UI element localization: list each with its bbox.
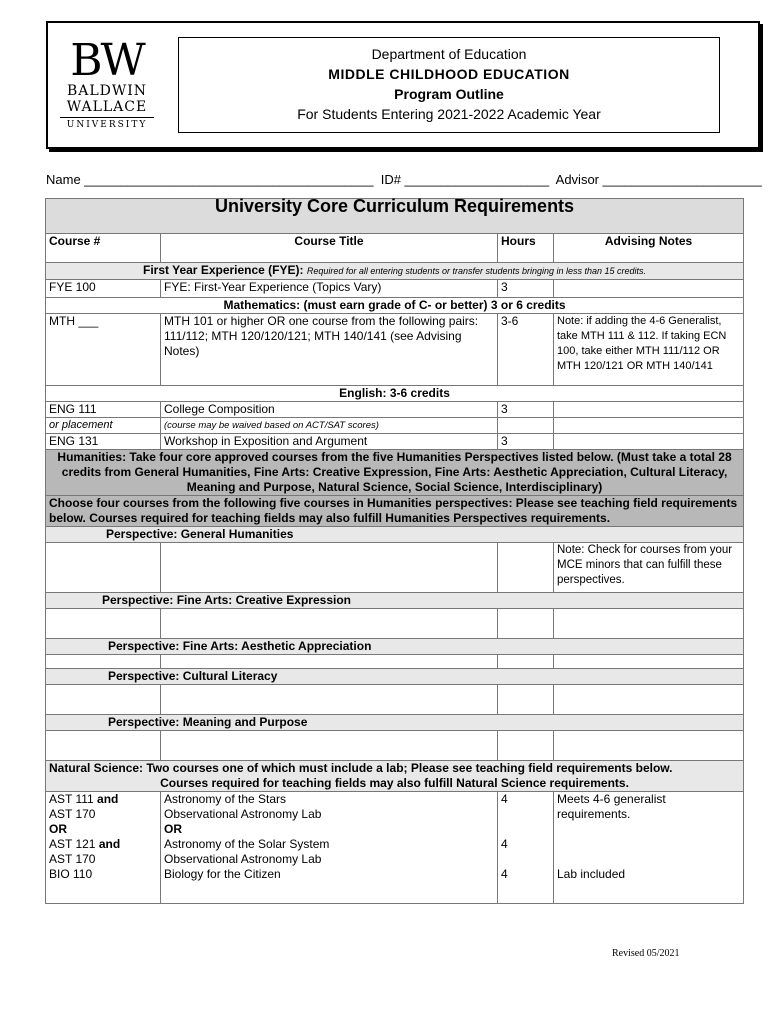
col-advising-notes: Advising Notes (554, 234, 744, 263)
table-cell: 4 (498, 792, 554, 808)
table-cell (498, 807, 554, 822)
table-cell (498, 655, 554, 669)
table-row (46, 867, 744, 903)
math-heading: Mathematics: (must earn grade of C- or better) 3 or 6 credits (46, 298, 744, 314)
table-cell (498, 822, 554, 837)
col-hours: Hours (498, 234, 554, 263)
table-cell (161, 655, 498, 669)
natural-science-heading: Natural Science: Two courses one of which must include a lab; Please see teaching field requirements below. Courses required for teaching fields may also fulfill Natural Science requirements. (46, 761, 744, 792)
table-cell (161, 543, 498, 593)
perspective-meaning-purpose: Perspective: Meaning and Purpose (46, 715, 744, 731)
table-cell (554, 731, 744, 761)
logo-line2: WALLACE (66, 99, 148, 115)
table-cell: 3-6 (498, 314, 554, 386)
humanities-requirements: Humanities: Take four core approved courses from the five Humanities Perspectives listed below. (Must take a total 28 credits from General Humanities, Fine Arts: Creative Expression, Fine Arts: Aesthetic Appreciation, Cultural Literacy, Meaning and Purpose, Natural Science, Social Science, Interdisciplinary) (46, 450, 744, 496)
table-cell (161, 685, 498, 715)
table-cell (46, 543, 161, 593)
table-cell: Observational Astronomy Lab (161, 852, 498, 867)
table-cell: ENG 131 (46, 434, 161, 450)
table-cell (554, 402, 744, 418)
table-cell: BIO 110 (46, 867, 161, 903)
logo-line1: BALDWIN (66, 83, 148, 99)
table-cell: FYE: First-Year Experience (Topics Vary) (161, 280, 498, 298)
fye-heading: First Year Experience (FYE): Required for all entering students or transfer students bringing in less than 15 credits. (46, 263, 744, 280)
table-cell: OR (161, 822, 498, 837)
table-cell: Astronomy of the Solar System (161, 837, 498, 852)
table-cell (498, 609, 554, 639)
table-cell (161, 731, 498, 761)
table-cell: 3 (498, 280, 554, 298)
table-cell (161, 609, 498, 639)
table-cell: AST 170 (46, 807, 161, 822)
table-cell (498, 543, 554, 593)
col-course-num: Course # (46, 234, 161, 263)
perspective-aesthetic-appreciation: Perspective: Fine Arts: Aesthetic Appreciation (46, 639, 744, 655)
table-cell: MTH 101 or higher OR one course from the following pairs: 111/112; MTH 120/120/121; MTH 140/141 (see Advising Notes) (161, 314, 498, 386)
department-name: Department of Education (371, 46, 527, 62)
table-cell (554, 822, 744, 837)
table-cell (46, 685, 161, 715)
table-cell (554, 280, 744, 298)
table-cell (498, 685, 554, 715)
table-cell: Observational Astronomy Lab (161, 807, 498, 822)
col-course-title: Course Title (161, 234, 498, 263)
table-cell: OR (46, 822, 161, 837)
table-cell (46, 609, 161, 639)
table-cell: requirements. (554, 807, 744, 822)
table-cell (554, 434, 744, 450)
table-cell: College Composition (161, 402, 498, 418)
baldwin-wallace-logo (60, 35, 154, 130)
revised-date: Revised 05/2021 (612, 948, 680, 959)
table-cell: Note: if adding the 4-6 Generalist, take MTH 111 & 112. If taking ECN 100, take either MTH 111/112 OR MTH 120/121 OR MTH 140/141 (554, 314, 744, 386)
table-cell: or placement (46, 418, 161, 434)
english-heading: English: 3-6 credits (46, 386, 744, 402)
table-cell: 4 (498, 867, 554, 903)
program-outline: Program Outline (394, 86, 504, 102)
table-title: University Core Curriculum Requirements (46, 199, 744, 234)
perspective-general-humanities: Perspective: General Humanities (46, 527, 744, 543)
table-cell: 4 (498, 837, 554, 852)
table-row (46, 822, 744, 837)
table-cell (554, 837, 744, 852)
table-cell (554, 685, 744, 715)
perspective-cultural-literacy: Perspective: Cultural Literacy (46, 669, 744, 685)
perspectives-note: Note: Check for courses from your MCE minors that can fulfill these perspectives. (554, 543, 744, 593)
table-cell: AST 170 (46, 852, 161, 867)
logo-line3: UNIVERSITY (60, 117, 154, 130)
header-box (46, 21, 760, 149)
table-cell (554, 852, 744, 867)
table-cell: 3 (498, 402, 554, 418)
table-cell: ENG 111 (46, 402, 161, 418)
table-cell: AST 111 and (46, 792, 161, 808)
table-cell: Biology for the Citizen (161, 867, 498, 903)
table-cell (498, 852, 554, 867)
table-cell (554, 418, 744, 434)
entering-year: For Students Entering 2021-2022 Academic Year (297, 106, 601, 122)
table-cell: (course may be waived based on ACT/SAT scores) (161, 418, 498, 434)
table-cell: MTH ___ (46, 314, 161, 386)
core-curriculum-table (45, 198, 744, 904)
table-cell (46, 731, 161, 761)
table-row (46, 837, 744, 852)
name-id-advisor-line[interactable]: Name ________________________________________ ID# ____________________ Advisor ______________________ (46, 172, 762, 187)
table-cell: 3 (498, 434, 554, 450)
table-cell: FYE 100 (46, 280, 161, 298)
table-cell: Astronomy of the Stars (161, 792, 498, 808)
table-cell: Meets 4-6 generalist (554, 792, 744, 808)
table-cell: Lab included (554, 867, 744, 903)
perspective-creative-expression: Perspective: Fine Arts: Creative Expression (46, 593, 744, 609)
table-row (46, 852, 744, 867)
table-cell (554, 609, 744, 639)
table-row (46, 792, 744, 808)
table-cell (46, 655, 161, 669)
program-name: MIDDLE CHILDHOOD EDUCATION (328, 66, 570, 82)
table-row (46, 807, 744, 822)
table-cell (498, 731, 554, 761)
header-title-box (178, 37, 720, 133)
table-cell (554, 655, 744, 669)
table-cell: AST 121 and (46, 837, 161, 852)
table-cell: Workshop in Exposition and Argument (161, 434, 498, 450)
humanities-perspectives-instructions: Choose four courses from the following five courses in Humanities perspectives: Please see teaching field requirements below. Courses required for teaching fields may also fulfill Humanities Perspectives requirements. (46, 496, 744, 527)
logo-monogram: BW (70, 35, 144, 86)
table-cell (498, 418, 554, 434)
